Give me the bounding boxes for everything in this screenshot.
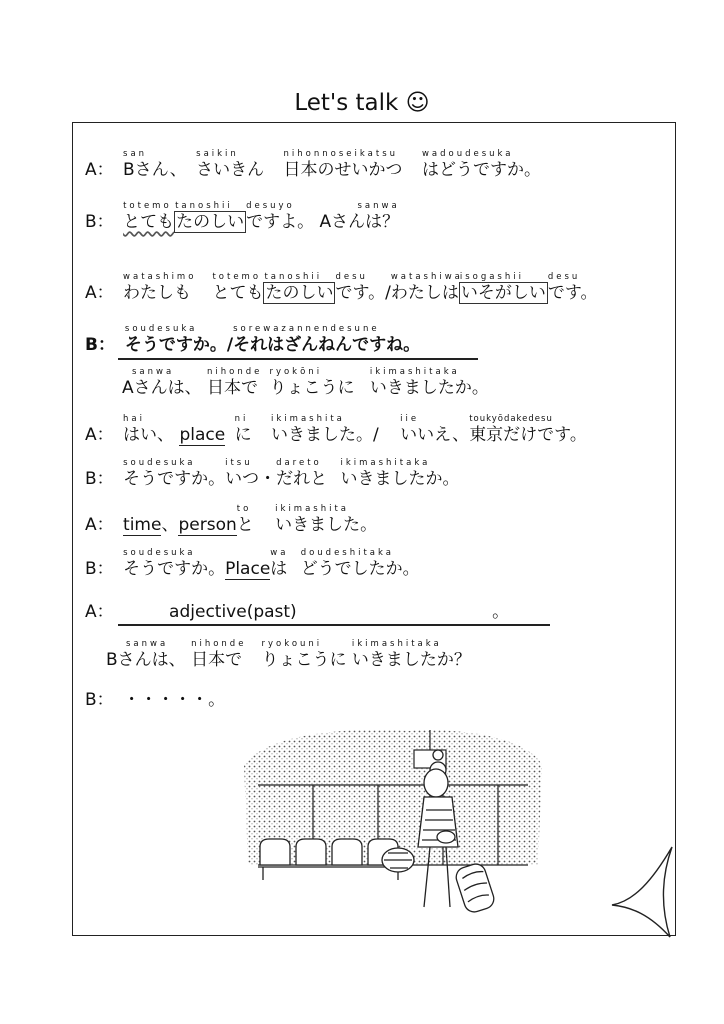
phrase: totemo とても <box>212 272 264 303</box>
phrase: sorewazannendesune それはざんねんですね。 <box>233 324 421 355</box>
speaker-label: B： <box>85 559 114 579</box>
phrase: totemo とても <box>123 201 175 232</box>
placeholder-place: place <box>179 425 226 445</box>
phrase: hai はい、 <box>123 414 175 445</box>
placeholder-time: time <box>123 515 162 535</box>
phrase: ryokouni りょこうに <box>261 639 347 670</box>
speaker-label: B： <box>85 335 115 355</box>
dialogue-line-5 <box>122 367 489 398</box>
speaker-label: A： <box>85 602 114 622</box>
dialogue-line-9 <box>85 548 420 580</box>
phrase: soudesuka そうですか。 <box>123 458 226 489</box>
phrase: desu です。/ <box>335 272 391 303</box>
phrase: sanwa Bさんは、 <box>106 639 186 670</box>
speaker-label: B： <box>85 469 114 489</box>
phrase: 、 <box>161 515 179 535</box>
boxed-adjective: isogashii いそがしい <box>459 272 546 303</box>
phrase: san Bさん、 <box>123 149 187 180</box>
phrase: soudesuka そうですか。 <box>123 548 226 579</box>
phrase: nihonde 日本で <box>191 639 247 670</box>
phrase: saikin さいきん <box>196 149 265 180</box>
placeholder-person: person <box>178 515 237 535</box>
phrase: wadoudesuka はどうですか。 <box>421 149 541 180</box>
phrase: ikimashita いきました。/ <box>271 414 379 445</box>
phrase: iie いいえ、 <box>400 414 470 445</box>
phrase: ・・・・・。 <box>123 690 226 710</box>
phrase: nihonnoseikatsu 日本のせいかつ <box>283 149 403 180</box>
phrase: watashiwa わたしは <box>390 272 463 303</box>
placeholder-adjective: adjective(past) <box>169 602 297 622</box>
phrase: ikimashitaka いきましたか？ <box>351 639 471 670</box>
phrase: wa は <box>270 548 289 579</box>
boxed-adjective: tanoshii たのしい <box>175 201 245 232</box>
speaker-label: A： <box>85 515 114 535</box>
phrase: itsu いつ・ <box>225 458 277 489</box>
phrase: ryokōni りょこうに <box>269 367 355 398</box>
boxed-adjective: tanoshii たのしい <box>264 272 334 303</box>
phrase: ikimashita いきました。 <box>275 504 378 535</box>
phrase: watashimo わたしも <box>123 272 197 303</box>
phrase: nihonde 日本で <box>207 367 263 398</box>
phrase: 。 <box>492 602 510 622</box>
phrase: desu です。 <box>547 272 598 303</box>
phrase: ikimashitaka いきましたか。 <box>369 367 489 398</box>
dialogue-line-11 <box>106 639 471 670</box>
phrase: sanwa Aさんは、 <box>122 367 202 398</box>
speaker-label: B： <box>85 690 114 710</box>
curled-page-corner <box>610 845 680 940</box>
speaker-label: A： <box>85 425 114 445</box>
dialogue-line-12 <box>85 690 225 710</box>
phrase: soudesuka そうですか。/ <box>124 324 234 355</box>
phrase: ikimashitaka いきましたか。 <box>340 458 460 489</box>
speaker-label: A： <box>85 283 114 303</box>
dialogue-line-10 <box>85 602 509 622</box>
phrase: desuyo ですよ。 <box>246 201 315 232</box>
phrase: sanwa Aさんは？ <box>319 201 400 232</box>
phrase: to と <box>236 504 254 535</box>
placeholder-place: Place <box>225 559 271 579</box>
dialogue-line-6 <box>85 414 587 446</box>
phrase: ni に <box>234 414 252 445</box>
phrase: toukyōdakedesu 東京だけです。 <box>469 414 587 445</box>
dialogue-line-8 <box>85 504 378 536</box>
dialogue-line-3 <box>85 272 598 304</box>
speaker-label: B： <box>85 212 114 232</box>
page-title: Let's talk ☺ <box>294 90 430 116</box>
phrase: doudeshitaka どうでしたか。 <box>300 548 420 579</box>
answer-rule <box>118 624 550 626</box>
dialogue-line-7 <box>85 458 460 489</box>
dialogue-line-1 <box>85 149 541 180</box>
phrase: dareto だれと <box>276 458 328 489</box>
dialogue-line-4 <box>85 324 421 355</box>
dialogue-line-2 <box>85 201 400 233</box>
speaker-label: A： <box>85 160 114 180</box>
traveler-with-luggage-illustration <box>238 725 548 925</box>
underline-rule <box>118 358 478 360</box>
